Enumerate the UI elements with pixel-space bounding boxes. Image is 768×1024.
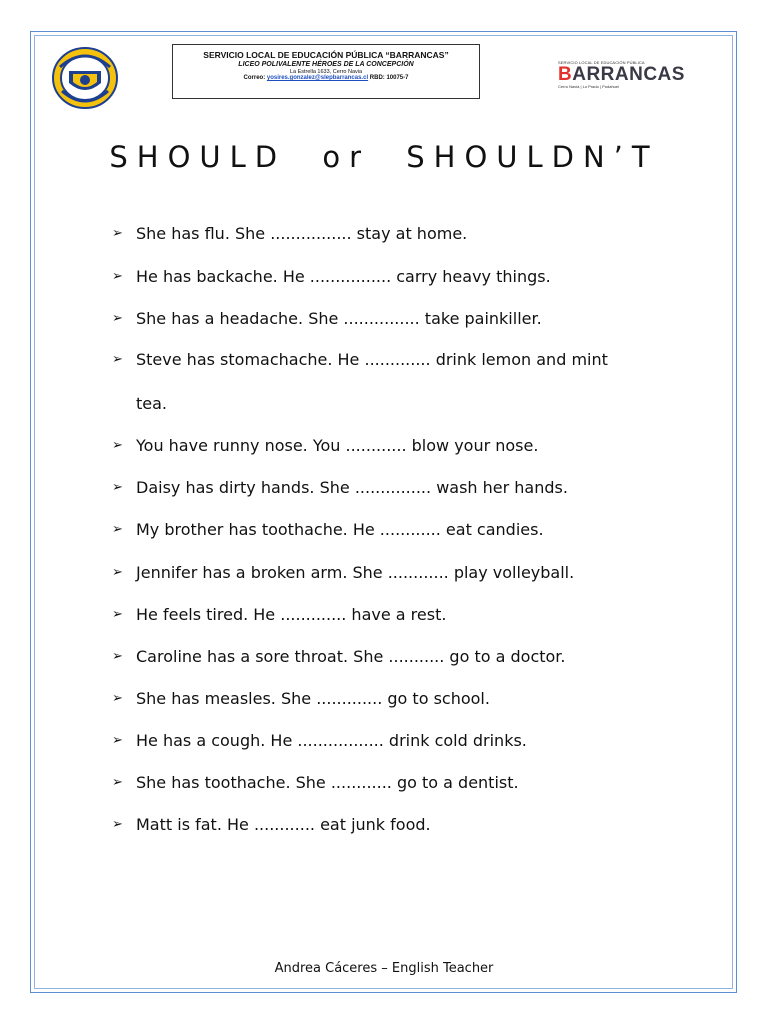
barrancas-logo-b: B <box>558 64 573 85</box>
page-border-inner <box>34 35 733 989</box>
worksheet-title: SHOULD or SHOULDN’T <box>109 140 659 174</box>
arrow-bullet-icon: ➢ <box>112 269 123 284</box>
header-line-1: SERVICIO LOCAL DE EDUCACIÓN PÚBLICA “BARRANCAS” <box>203 50 449 60</box>
arrow-bullet-icon: ➢ <box>112 438 123 453</box>
email-label: Correo: <box>243 75 266 82</box>
email-link[interactable]: yosires.gonzalez@slepbarrancas.cl <box>266 75 369 82</box>
arrow-bullet-icon: ➢ <box>112 775 123 790</box>
rbd-label: RBD: 10075-7 <box>369 75 409 82</box>
arrow-bullet-icon: ➢ <box>112 817 123 832</box>
sentence-text: You have runny nose. You ............ blow your nose. <box>136 436 539 455</box>
arrow-bullet-icon: ➢ <box>112 649 123 664</box>
sentence-text: She has measles. She ............. go to school. <box>136 689 490 708</box>
sentence-text: Caroline has a sore throat. She ........... go to a doctor. <box>136 647 566 666</box>
arrow-bullet-icon: ➢ <box>112 522 123 537</box>
school-header-box <box>172 44 480 99</box>
sentence-text: Matt is fat. He ............ eat junk food. <box>136 815 431 834</box>
sentence-text: tea. <box>136 394 168 413</box>
arrow-bullet-icon: ➢ <box>112 480 123 495</box>
sentence-text: Jennifer has a broken arm. She ............ play volleyball. <box>136 563 575 582</box>
barrancas-logo-top: SERVICIO LOCAL DE EDUCACIÓN PÚBLICA <box>558 60 645 65</box>
header-address: La Estrella 1633, Cerro Navia <box>289 68 363 75</box>
sentence-text: She has toothache. She ............ go to a dentist. <box>136 773 519 792</box>
sentence-text: Daisy has dirty hands. She ............... wash her hands. <box>136 478 568 497</box>
sentence-text: Steve has stomachache. He ............. drink lemon and mint <box>136 350 608 369</box>
arrow-bullet-icon: ➢ <box>112 733 123 748</box>
sentence-text: He has a cough. He ................. drink cold drinks. <box>136 731 527 750</box>
sentence-text: She has flu. She ................ stay at home. <box>136 224 468 243</box>
sentence-text: He feels tired. He ............. have a rest. <box>136 605 447 624</box>
arrow-bullet-icon: ➢ <box>112 311 123 326</box>
arrow-bullet-icon: ➢ <box>112 565 123 580</box>
arrow-bullet-icon: ➢ <box>112 352 123 367</box>
footer-teacher-name: Andrea Cáceres – English Teacher <box>274 961 494 976</box>
barrancas-logo-rest: ARRANCAS <box>572 64 685 85</box>
arrow-bullet-icon: ➢ <box>112 226 123 241</box>
header-line-2: LICEO POLIVALENTE HÉROES DE LA CONCEPCIÓN <box>238 60 414 68</box>
arrow-bullet-icon: ➢ <box>112 607 123 622</box>
barrancas-logo <box>558 60 690 94</box>
sentence-text: My brother has toothache. He ............ eat candies. <box>136 520 544 539</box>
sentence-text: She has a headache. She ............... take painkiller. <box>136 309 542 328</box>
barrancas-logo-brand <box>558 65 690 84</box>
header-contact <box>173 75 479 82</box>
school-crest-icon <box>52 47 118 109</box>
arrow-bullet-icon: ➢ <box>112 691 123 706</box>
barrancas-logo-sub: Cerro Navia | Lo Prado | Pudahuel <box>558 84 620 89</box>
sentence-text: He has backache. He ................ carry heavy things. <box>136 267 551 286</box>
